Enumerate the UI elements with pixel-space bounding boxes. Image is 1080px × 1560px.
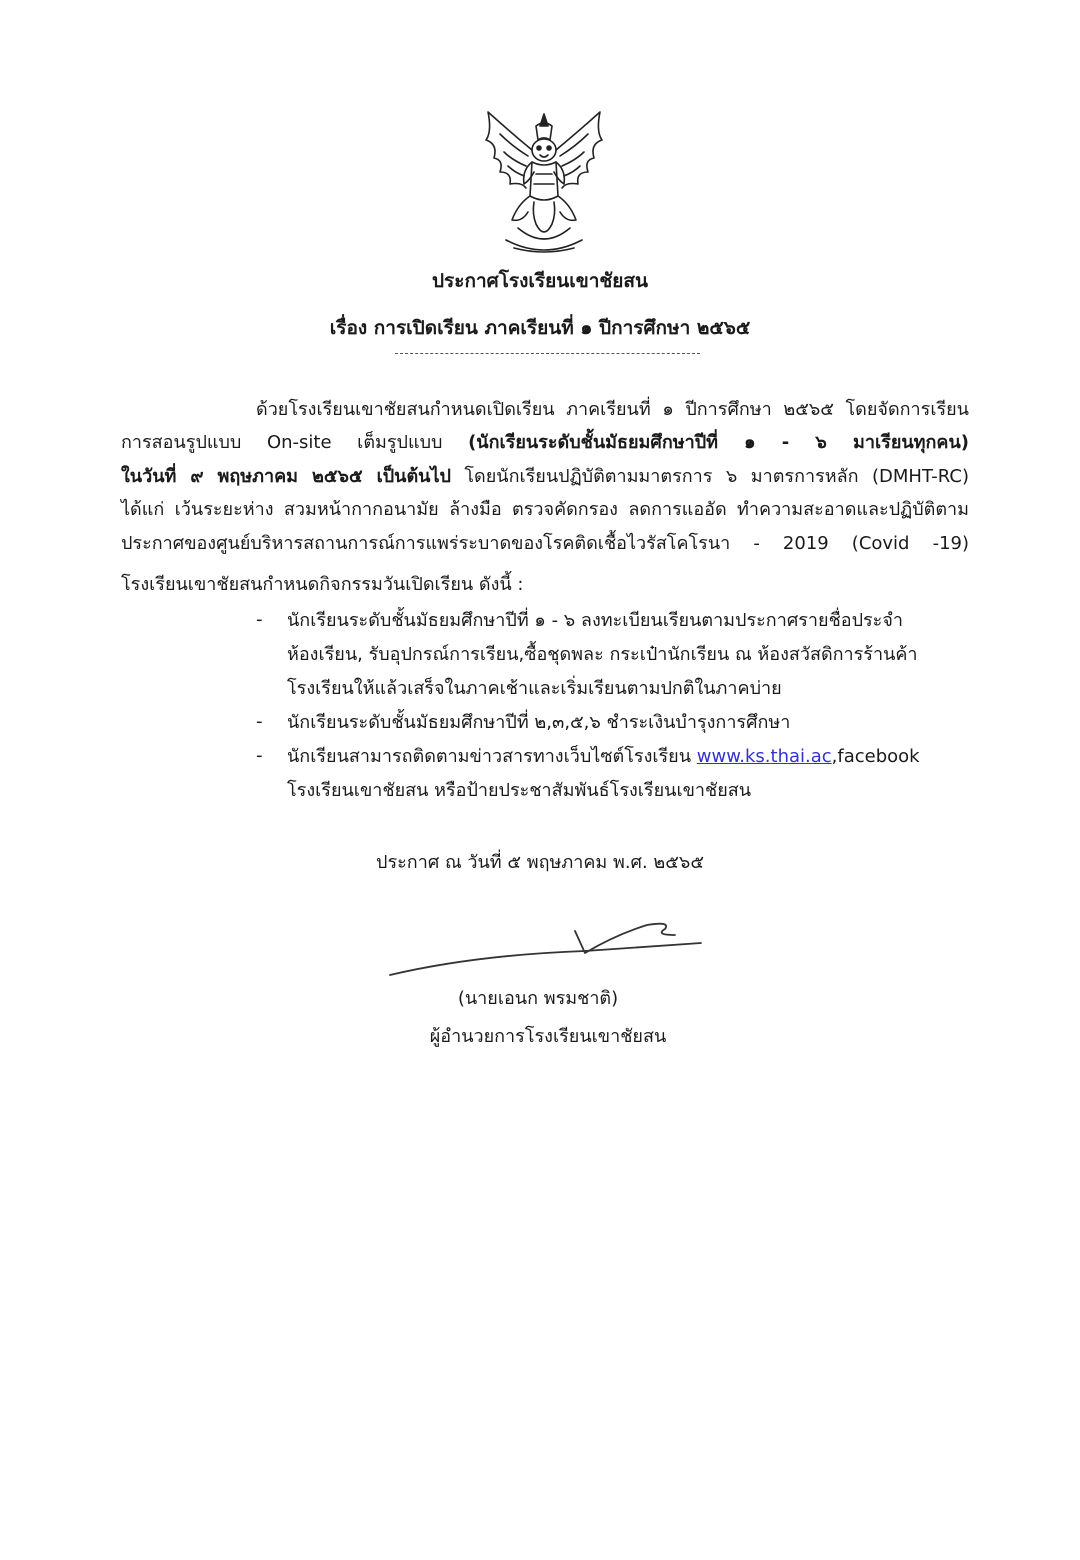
announcement-subject: เรื่อง การเปิดเรียน ภาคเรียนที่ ๑ ปีการศึกษา ๒๕๖๕ (329, 317, 751, 339)
bullet-1-line-1: นักเรียนระดับชั้นมัธยมศึกษาปีที่ ๑ - ๖ ลงทะเบียนเรียนตามประกาศรายชื่อประจำ (287, 610, 904, 631)
paragraph-line-3-text: โดยนักเรียนปฏิบัติตามมาตรการ ๖ มาตรการหลัก (DMHT-RC) (450, 466, 969, 487)
paragraph-line-1: ด้วยโรงเรียนเขาชัยสนกำหนดเปิดเรียน ภาคเรียนที่ ๑ ปีการศึกษา ๒๕๖๕ โดยจัดการเรียน (256, 399, 969, 420)
announcement-date: ประกาศ ณ วันที่ ๕ พฤษภาคม พ.ศ. ๒๕๖๕ (376, 852, 704, 873)
paragraph-line-2-bold: (นักเรียนระดับชั้นมัธยมศึกษาปีที่ ๑ - ๖ มาเรียนทุกคน) (468, 432, 970, 453)
paragraph-line-3-bold: ในวันที่ ๙ พฤษภาคม ๒๕๖๕ เป็นต้นไป (121, 466, 451, 487)
bullet-1-line-2: ห้องเรียน, รับอุปกรณ์การเรียน,ซื้อชุดพละ กระเป๋านักเรียน ณ ห้องสวัสดิการร้านค้า (287, 644, 918, 665)
paragraph-line-5: ประกาศของศูนย์บริหารสถานการณ์การแพร่ระบาดของโรคติดเชื้อไวรัสโคโรนา - 2019 (Covid -19) (121, 533, 969, 554)
paragraph-line-3 (121, 465, 969, 489)
signer-name: (นายเอนก พรมชาติ) (457, 988, 619, 1009)
paragraph-line-4: ได้แก่ เว้นระยะห่าง สวมหน้ากากอนามัย ล้างมือ ตรวจคัดกรอง ลดการแออัด ทำความสะอาดและปฏิบัติตาม (121, 499, 969, 520)
bullet-2-line-1: นักเรียนระดับชั้นมัธยมศึกษาปีที่ ๒,๓,๕,๖ ชำระเงินบำรุงการศึกษา (287, 712, 791, 733)
activities-intro: โรงเรียนเขาชัยสนกำหนดกิจกรรมวันเปิดเรียน ดังนี้ : (121, 574, 524, 595)
handwritten-signature (385, 915, 710, 985)
paragraph-line-2-text: การสอนรูปแบบ On-site เต็มรูปแบบ (121, 432, 469, 453)
dashed-divider (395, 353, 700, 354)
bullet-3-line-2: โรงเรียนเขาชัยสน หรือป้ายประชาสัมพันธ์โรงเรียนเขาชัยสน (287, 780, 752, 801)
announcement-title: ประกาศโรงเรียนเขาชัยสน (432, 270, 648, 292)
school-website-link[interactable]: www.ks.thai.ac (696, 746, 832, 767)
bullet-3-mark: - (256, 745, 263, 766)
bullet-1-line-3: โรงเรียนให้แล้วเสร็จในภาคเช้าและเริ่มเรียนตามปกติในภาคบ่าย (287, 678, 782, 699)
paragraph-line-2 (121, 431, 969, 455)
bullet-2-mark: - (256, 711, 263, 732)
bullet-3-text: นักเรียนสามารถติดตามข่าวสารทางเว็บไซต์โรงเรียน (287, 746, 697, 767)
signer-position: ผู้อำนวยการโรงเรียนเขาชัยสน (429, 1026, 667, 1047)
bullet-3-after: ,facebook (831, 746, 920, 767)
garuda-emblem-icon (478, 110, 610, 256)
bullet-1-mark: - (256, 609, 263, 630)
bullet-3-line-1 (287, 745, 920, 769)
